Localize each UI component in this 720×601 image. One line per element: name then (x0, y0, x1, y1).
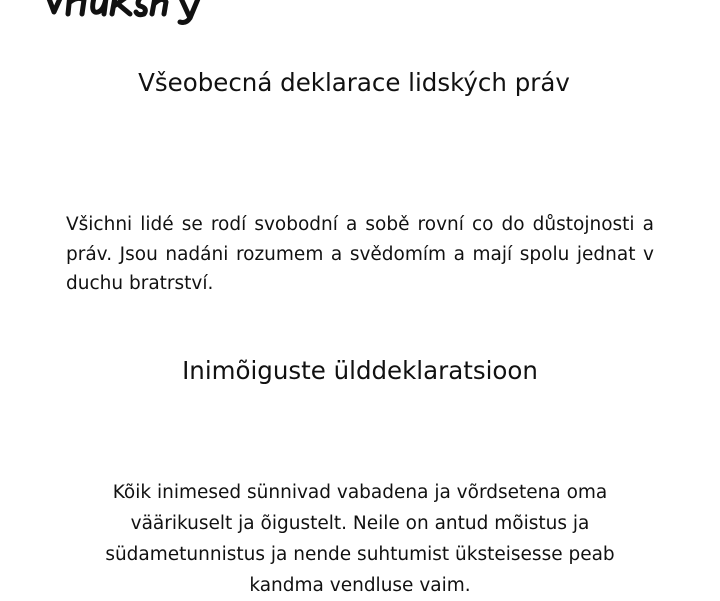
section-title-czech: Všeobecná deklarace lidských práv (138, 68, 570, 97)
section-paragraph-estonian: Kõik inimesed sünnivad vabadena ja võrdsetena oma väärikuselt ja õigustelt. Neile on antud mõistus ja südametunnistus ja nende suhtumist üksteisesse peab kandma vendluse vaim. (105, 482, 615, 596)
brush-script-logo-icon (40, 0, 230, 26)
section-title-estonian: Inimõiguste ülddeklaratsioon (182, 356, 538, 385)
section-paragraph-czech: Všichni lidé se rodí svobodní a sobě rovní co do důstojnosti a práv. Jsou nadáni rozumem a svědomím a mají spolu jednat v duchu bratrství. (66, 214, 654, 294)
